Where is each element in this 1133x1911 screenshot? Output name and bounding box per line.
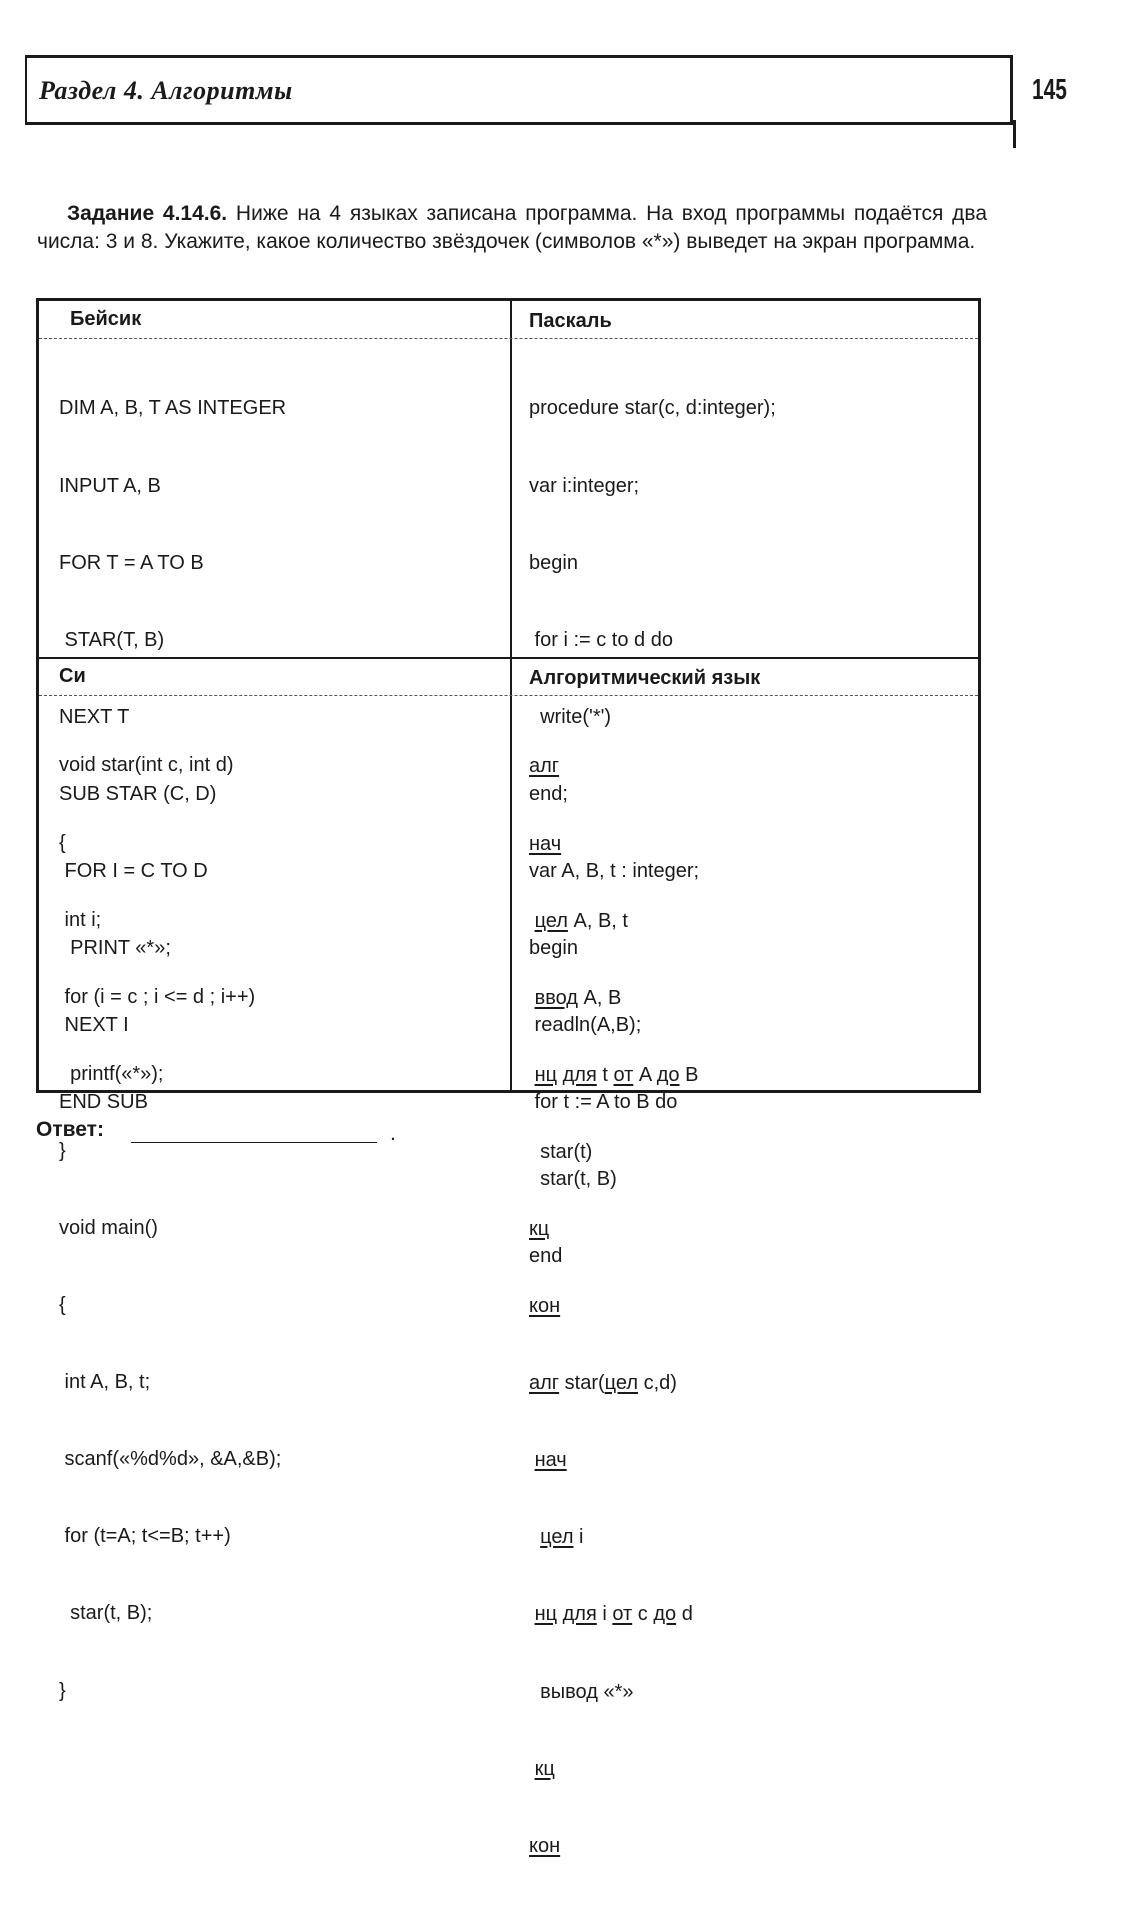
code-text: A [638,1063,652,1086]
keyword: кц [534,1757,555,1780]
code-line [529,1294,698,1320]
code-line: var A, B, t : integer; [529,859,700,882]
task-text: Ниже на 4 языках записана программа. На вход программы подаётся два числа: 3 и 8. Укажите, какое количество звёздочек (символов «*») выведет на экран программа. [37,202,988,253]
answer-blank[interactable] [131,1141,377,1143]
code-line: INPUT A, B [59,474,161,497]
basic-header: Бейсик [70,308,142,330]
algo-code [529,703,698,1911]
keyword: для [562,1063,597,1086]
task-label: Задание 4.14.6. [67,202,228,225]
code-line: int A, B, t; [59,1371,151,1394]
code-line: PRINT «*»; [59,937,171,960]
keyword: кон [529,1295,561,1318]
code-line: int i; [59,908,102,931]
section-header [25,55,1013,125]
code-text: A, B, t [573,909,628,932]
code-line [529,1757,698,1783]
code-line [529,1680,698,1706]
keyword: цел [604,1372,639,1395]
keyword: нач [534,1449,567,1472]
code-line: NEXT T [59,705,130,728]
keyword: кц [529,1217,550,1240]
code-text: t [602,1063,608,1086]
keyword: нц [534,1063,558,1086]
code-line: } [59,1139,66,1162]
code-line: { [59,1294,66,1317]
code-line: end [529,1245,563,1268]
answer-label: Ответ: [36,1118,104,1141]
code-line: for i := c to d do [529,628,673,651]
code-line: void star(int c, int d) [59,754,234,777]
answer-suffix: . [390,1122,396,1145]
keyword: цел [540,1526,574,1549]
code-line [529,754,698,780]
algo-header: Алгоритмический язык [529,667,761,689]
code-line: for (i = c ; i <= d ; i++) [59,985,256,1008]
code-line: DIM A, B, T AS INTEGER [59,397,287,420]
code-line [529,1140,698,1166]
code-line [529,1371,698,1397]
code-line: readln(A,B); [529,1014,642,1037]
code-line: procedure star(c, d:integer); [529,397,776,420]
code-line: FOR I = C TO D [59,859,208,882]
code-line: write('*') [529,705,612,728]
code-line: begin [529,937,578,960]
code-line: } [59,1679,66,1702]
code-text: d [681,1603,693,1626]
keyword: цел [534,909,568,932]
c-code [59,702,281,1756]
keyword: ввод [534,986,578,1009]
code-text: i [602,1603,607,1626]
keyword: до [656,1063,680,1086]
keyword: нач [529,832,562,855]
keyword: кон [529,1834,561,1857]
code-line: printf(«*»); [59,1062,164,1085]
pascal-header: Паскаль [529,310,612,332]
code-text: B [685,1063,699,1086]
code-line [529,832,698,858]
code-line: end; [529,782,568,805]
code-text: c,d) [643,1372,677,1395]
code-line [529,1525,698,1551]
code-line: for (t=A; t<=B; t++) [59,1525,231,1548]
code-line [529,1448,698,1474]
keyword: алг [529,755,560,778]
code-line: { [59,831,66,854]
table-divider [39,338,978,339]
keyword: алг [529,1372,560,1395]
keyword: для [562,1603,597,1626]
code-text: c [637,1603,648,1626]
code-line [529,986,698,1012]
code-text: star( [564,1372,605,1395]
code-line: void main() [59,1216,158,1239]
task-statement [37,200,987,255]
keyword: нц [534,1603,558,1626]
code-line [529,909,698,935]
code-line: END SUB [59,1091,148,1114]
section-title: Раздел 4. Алгоритмы [39,76,293,105]
keyword: от [613,1063,634,1086]
code-line [529,1063,698,1089]
code-line: NEXT I [59,1014,129,1037]
code-line: begin [529,551,578,574]
code-text: i [579,1526,584,1549]
code-line: var i:integer; [529,474,640,497]
code-line [529,1602,698,1628]
code-line [529,1834,698,1860]
code-line: SUB STAR (C, D) [59,782,217,805]
code-line: for t := A to B do [529,1091,678,1114]
keyword: до [653,1603,677,1626]
code-line: scanf(«%d%d», &A,&B); [59,1448,282,1471]
code-text: A, B [583,986,622,1009]
code-line: FOR T = A TO B [59,551,204,574]
code-text: вывод [540,1680,598,1703]
header-divider [1013,120,1016,148]
code-text: star(t) [540,1140,593,1163]
code-line [529,1217,698,1243]
code-line: star(t, B) [529,1168,617,1191]
page-number: 145 [1032,74,1067,106]
code-line: STAR(T, B) [59,628,165,651]
c-header: Си [59,665,86,687]
code-line: star(t, B); [59,1602,153,1625]
keyword: от [612,1603,633,1626]
code-text: «*» [603,1680,634,1703]
